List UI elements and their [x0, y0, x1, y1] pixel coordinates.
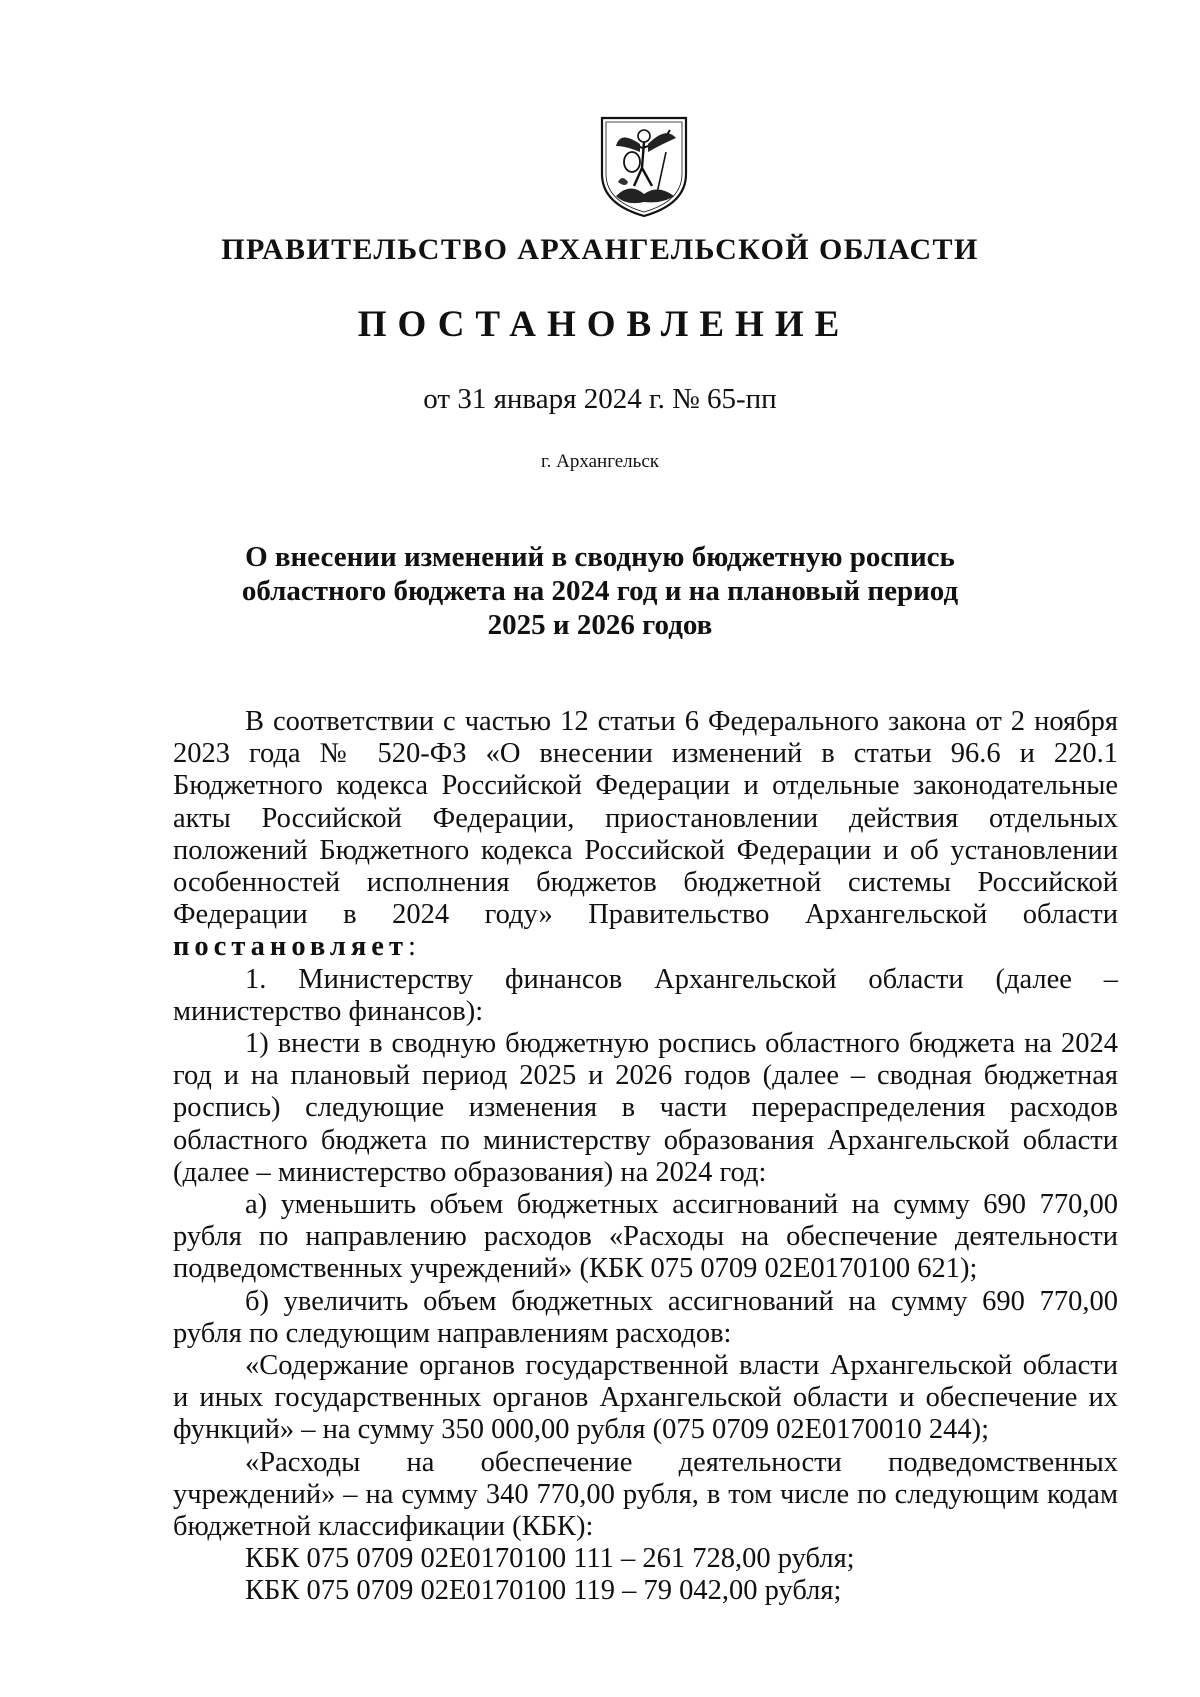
paragraph: КБК 075 0709 02Е0170100 111 – 261 728,00 рубля; [245, 1543, 855, 1575]
title-line: О внесении изменений в сводную бюджетную роспись [245, 541, 955, 573]
resolves-word: постановляет [173, 931, 408, 963]
title-line: 2025 и 2026 годов [487, 609, 713, 641]
city: г. Архангельск [540, 451, 659, 472]
document-type: ПОСТАНОВЛЕНИЕ [357, 304, 851, 345]
paragraph: «Расходы на обеспечение деятельности подведомственных учреждений» – на сумму 340 770,00 рубля, в том числе по следующим кодам бюджетной классификации (КБК): [173, 1446, 1118, 1543]
title-line: областного бюджета на 2024 год и на плановый период [241, 575, 959, 607]
paragraph [173, 706, 1118, 964]
document-body [173, 706, 1118, 1608]
organization-name: ПРАВИТЕЛЬСТВО АРХАНГЕЛЬСКОЙ ОБЛАСТИ [221, 233, 979, 266]
date-and-number: от 31 января 2024 г. № 65-пп [423, 383, 777, 415]
coat-of-arms-icon [596, 112, 692, 220]
document-title [240, 540, 960, 642]
paragraph: а) уменьшить объем бюджетных ассигнований на сумму 690 770,00 рубля по направлению расходов «Расходы на обеспечение деятельности подведомственных учреждений» (КБК 075 0709 02Е0170100 621); [173, 1189, 1118, 1285]
paragraph: 1) внести в сводную бюджетную роспись областного бюджета на 2024 год и на плановый период 2025 и 2026 годов (далее – сводная бюджетная роспись) следующие изменения в части перераспределения расходов областного бюджета по министерству образования Архангельской области (далее – министерство образования) на 2024 год: [173, 1028, 1118, 1188]
paragraph: КБК 075 0709 02Е0170100 119 – 79 042,00 рубля; [245, 1575, 842, 1607]
paragraph-end: : [407, 931, 416, 963]
paragraph-text: В соответствии с частью 12 статьи 6 Федерального закона от 2 ноября 2023 года № 520-ФЗ «О внесении изменений в статьи 96.6 и 220.1 Бюджетного кодекса Российской Федерации и отдельные законодательные акты Российской Федерации, приостановлении действия отдельных положений Бюджетного кодекса Российской Федерации и об установлении особенностей исполнения бюджетов бюджетной системы Российской Федерации в 2024 году» Правительство Архангельской области [173, 706, 1118, 931]
paragraph: «Содержание органов государственной власти Архангельской области и иных государственных органов Архангельской области и обеспечение их функций» – на сумму 350 000,00 рубля (075 0709 02Е0170010 244); [173, 1350, 1118, 1446]
paragraph: б) увеличить объем бюджетных ассигнований на сумму 690 770,00 рубля по следующим направлениям расходов: [173, 1285, 1118, 1349]
paragraph: 1. Министерству финансов Архангельской области (далее – министерство финансов): [173, 963, 1118, 1027]
